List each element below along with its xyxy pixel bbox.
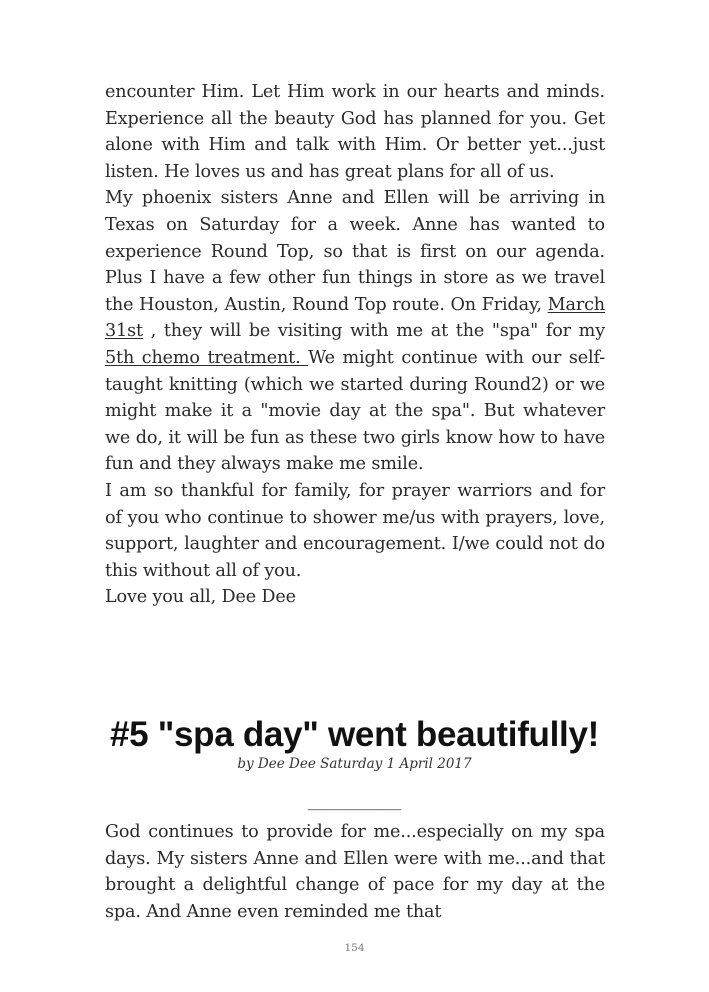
signoff: Love you all, Dee Dee xyxy=(105,587,296,608)
previous-post-body xyxy=(105,79,605,611)
paragraph-text: We might continue with our self-taught knitting (which we started during Round2) or we might make it a "movie day at the spa". But whatever we do, it will be fun as these two girls know how to have fun and they always make me smile. xyxy=(105,347,605,475)
separator-line: ___________ xyxy=(307,791,402,811)
post-byline: by Dee Dee Saturday 1 April 2017 xyxy=(237,756,472,772)
paragraph-text: My phoenix sisters Anne and Ellen will be arriving in Texas on Saturday for a week. Anne has wanted to experience Round Top, so that is first on our agenda. Plus I have a few other fun things in store as we travel the Houston, Austin, Round Top route. On Friday, xyxy=(105,188,605,315)
march-31st-link[interactable]: March 31st xyxy=(105,294,605,342)
paragraph-encounter: encounter Him. Let Him work in our hearts and minds. Experience all the beauty God has planned for you. Get alone with Him and talk with Him. Or better yet...just listen. He loves us and has great plans for all of us. xyxy=(105,82,605,182)
paragraph-text: , they will be visiting with me at the "spa" for my xyxy=(142,321,605,342)
paragraph-phoenix-sisters xyxy=(105,185,605,478)
post-body xyxy=(105,819,605,925)
paragraph-god-continues: God continues to provide for me...especially on my spa days. My sisters Anne and Ellen were with me...and that brought a delightful change of pace for my day at the spa. And Anne even reminded me that xyxy=(105,822,605,922)
paragraph-thankful: I am so thankful for family, for prayer warriors and for of you who continue to shower me/us with prayers, love, support, laughter and encouragement. I/we could not do this without all of you. xyxy=(105,480,605,581)
chemo-treatment-link[interactable]: 5th chemo treatment. xyxy=(105,347,309,368)
post-title: #5 "spa day" went beautifully! xyxy=(109,715,600,754)
page-number: 154 xyxy=(344,942,365,954)
